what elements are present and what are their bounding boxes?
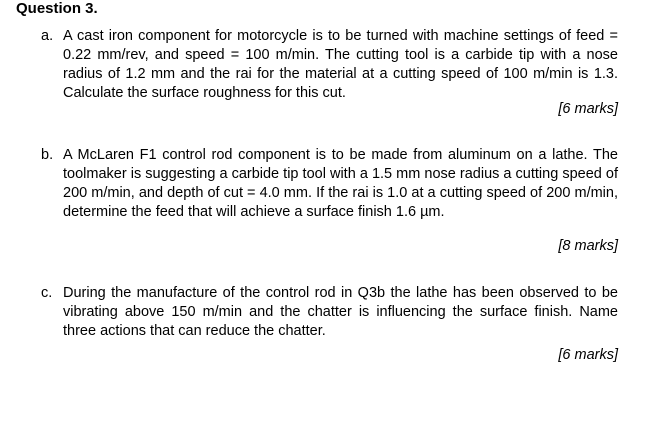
part-c-marks: [6 marks] [558,347,618,363]
part-a-marks: [6 marks] [558,101,618,117]
part-b-marks: [8 marks] [558,238,618,254]
part-c-label: c. [41,285,53,301]
question-part-a [41,27,618,103]
question-part-c [41,284,618,341]
part-b-label: b. [41,147,54,163]
question-title: Question 3. [16,0,98,17]
part-c-text: During the manufacture of the control rod in Q3b the lathe has been observed to be vibrating above 150 m/min and the chatter is influencing the surface finish. Name three actions that can reduce the chatter. [63,285,618,339]
part-a-label: a. [41,28,54,44]
question-part-b [41,146,618,222]
part-a-text: A cast iron component for motorcycle is to be turned with machine settings of feed = 0.22 mm/rev, and speed = 100 m/min. The cutting tool is a carbide tip with a nose radius of 1.2 mm and the rai for the material at a cutting speed of 100 m/min is 1.3. Calculate the surface roughness for this cut. [63,28,618,101]
part-b-text: A McLaren F1 control rod component is to be made from aluminum on a lathe. The toolmaker is suggesting a carbide tip tool with a 1.5 mm nose radius a cutting speed of 200 m/min, and depth of cut = 4.0 mm. If the rai is 1.0 at a cutting speed of 200 m/min, determine the feed that will achieve a surface finish 1.6 µm. [63,147,618,220]
